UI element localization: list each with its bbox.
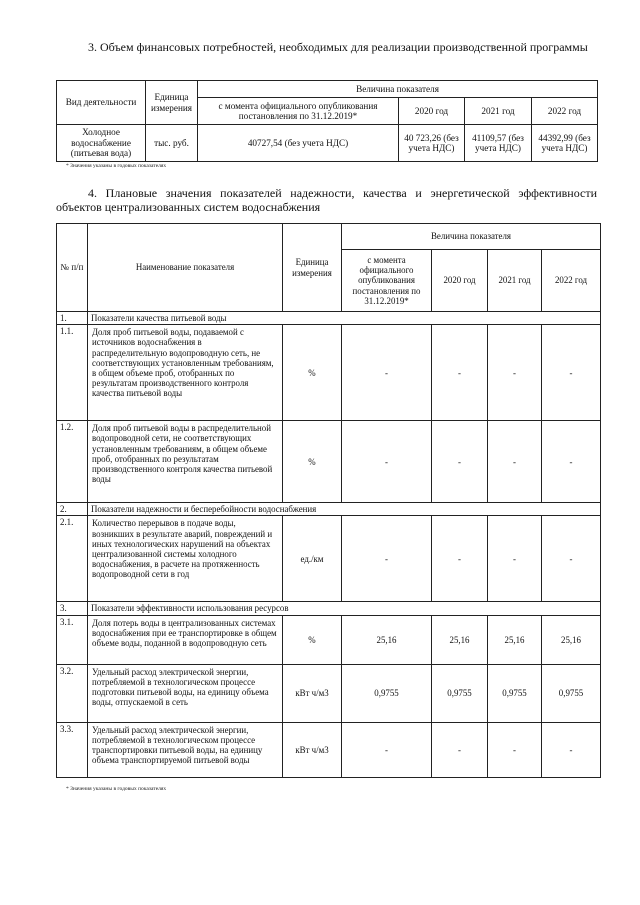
section3-heading: 3. Объем финансовых потребностей, необходимых для реализации производственной программы: [88, 40, 588, 54]
section3-footnote: * Значения указаны в годовых показателях: [66, 163, 167, 169]
table-row: [57, 325, 601, 421]
header-value-group: Величина показателя: [198, 81, 598, 98]
section-title: Показатели качества питьевой воды: [88, 312, 601, 325]
value-since: -: [342, 325, 432, 421]
row-number: 1.: [57, 312, 88, 325]
header-unit: Единица измерения: [146, 81, 198, 125]
value-2020: -: [432, 325, 488, 421]
indicators-table: [56, 223, 601, 778]
value-2020: -: [432, 516, 488, 602]
row-number: 1.2.: [57, 421, 88, 503]
header-value-group: Величина показателя: [342, 224, 601, 250]
table-row: [57, 516, 601, 602]
cell-2020: 40 723,26 (без учета НДС): [399, 125, 465, 162]
indicator-unit: кВт ч/м3: [283, 722, 342, 777]
header-2021: 2021 год: [465, 98, 532, 125]
header-2020: 2020 год: [399, 98, 465, 125]
value-2021: 0,9755: [488, 664, 542, 722]
indicator-unit: %: [283, 325, 342, 421]
header-name: Наименование показателя: [88, 224, 283, 312]
section-row: [57, 312, 601, 325]
section-row: [57, 602, 601, 615]
row-number: 3.3.: [57, 722, 88, 777]
section4-heading: 4. Плановые значения показателей надежности, качества и энергетической эффективности объектов централизованных систем водоснабжения: [56, 186, 597, 214]
table-row: [57, 421, 601, 503]
indicator-unit: ед./км: [283, 516, 342, 602]
indicator-unit: %: [283, 421, 342, 503]
table-row: [57, 722, 601, 777]
value-since: -: [342, 421, 432, 503]
value-2021: -: [488, 722, 542, 777]
value-2021: -: [488, 516, 542, 602]
value-since: 0,9755: [342, 664, 432, 722]
value-2022: -: [542, 722, 601, 777]
cell-activity: Холодное водоснабжение (питьевая вода): [57, 125, 146, 162]
indicator-name: Удельный расход электрической энергии, потребляемой в технологическом процессе транспортировки питьевой воды, на единицу объема транспортируемой питьевой воды: [88, 722, 283, 777]
financial-needs-table: [56, 80, 598, 162]
indicator-name: Количество перерывов в подаче воды, возникших в результате аварий, повреждений и иных технологических нарушений на объектах централизованной системы холодного водоснабжения, в расчете на протяженность водопроводной сети в год: [88, 516, 283, 602]
header-unit: Единица измерения: [283, 224, 342, 312]
header-number: № п/п: [57, 224, 88, 312]
row-number: 2.: [57, 503, 88, 516]
section-row: [57, 503, 601, 516]
value-2022: -: [542, 325, 601, 421]
value-since: -: [342, 516, 432, 602]
value-since: -: [342, 722, 432, 777]
row-number: 3.1.: [57, 615, 88, 664]
value-2020: -: [432, 421, 488, 503]
header-2022: 2022 год: [542, 250, 601, 312]
value-2022: -: [542, 421, 601, 503]
header-2022: 2022 год: [532, 98, 598, 125]
header-since: с момента официального опубликования постановления по 31.12.2019*: [342, 250, 432, 312]
table-row: [57, 664, 601, 722]
section-title: Показатели надежности и бесперебойности водоснабжения: [88, 503, 601, 516]
indicator-name: Удельный расход электрической энергии, потребляемой в технологическом процессе подготовки питьевой воды, на единицу объема воды, отпускаемой в сеть: [88, 664, 283, 722]
table-row: [57, 125, 598, 162]
value-2022: 25,16: [542, 615, 601, 664]
value-2021: 25,16: [488, 615, 542, 664]
indicator-name: Доля проб питьевой воды, подаваемой с источников водоснабжения в распределительную водопроводную сеть, не соответствующих установленным требованиям, в общем объеме проб, отобранных по результатам производственного контроля качества питьевой воды: [88, 325, 283, 421]
value-2022: 0,9755: [542, 664, 601, 722]
cell-2021: 41109,57 (без учета НДС): [465, 125, 532, 162]
indicator-unit: кВт ч/м3: [283, 664, 342, 722]
indicator-name: Доля потерь воды в централизованных системах водоснабжения при ее транспортировке в общем объеме воды, поданной в водопроводную сеть: [88, 615, 283, 664]
value-2020: 25,16: [432, 615, 488, 664]
row-number: 3.: [57, 602, 88, 615]
row-number: 3.2.: [57, 664, 88, 722]
section-title: Показатели эффективности использования ресурсов: [88, 602, 601, 615]
cell-unit: тыс. руб.: [146, 125, 198, 162]
header-activity: Вид деятельности: [57, 81, 146, 125]
cell-2022: 44392,99 (без учета НДС): [532, 125, 598, 162]
value-2022: -: [542, 516, 601, 602]
value-2020: 0,9755: [432, 664, 488, 722]
row-number: 2.1.: [57, 516, 88, 602]
header-2020: 2020 год: [432, 250, 488, 312]
table-row: [57, 615, 601, 664]
value-2021: -: [488, 325, 542, 421]
value-2020: -: [432, 722, 488, 777]
cell-since: 40727,54 (без учета НДС): [198, 125, 399, 162]
value-2021: -: [488, 421, 542, 503]
section4-footnote: * Значения указаны в годовых показателях: [66, 786, 167, 792]
indicator-name: Доля проб питьевой воды в распределительной водопроводной сети, не соответствующих установленным требованиям, в общем объеме проб, отобранных по результатам производственного контроля качества питьевой воды: [88, 421, 283, 503]
value-since: 25,16: [342, 615, 432, 664]
header-since: с момента официального опубликования постановления по 31.12.2019*: [198, 98, 399, 125]
row-number: 1.1.: [57, 325, 88, 421]
indicator-unit: %: [283, 615, 342, 664]
header-2021: 2021 год: [488, 250, 542, 312]
